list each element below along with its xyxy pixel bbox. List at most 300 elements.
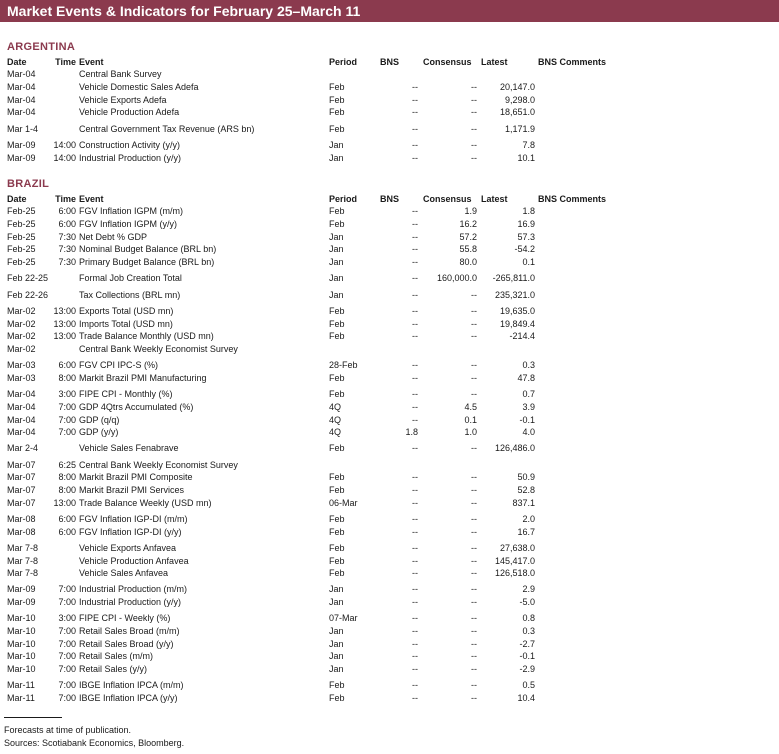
cell-consensus: -- (471, 664, 477, 674)
cell-period: Jan (329, 584, 344, 594)
cell-period: 4Q (329, 402, 342, 412)
cell-period: Jan (329, 597, 344, 607)
table-row (0, 426, 779, 438)
cell-period: Feb (329, 95, 345, 105)
cell-consensus: -- (471, 626, 477, 636)
table-row (0, 359, 779, 371)
column-header-time: Time (55, 194, 76, 204)
cell-latest: 47.8 (517, 373, 535, 383)
cell-date: Feb-25 (7, 232, 36, 242)
cell-latest: 19,849.4 (499, 319, 535, 329)
cell-period: Feb (329, 82, 345, 92)
column-header-period: Period (329, 194, 358, 204)
cell-latest: 1.8 (522, 206, 535, 216)
cell-event: Central Government Tax Revenue (ARS bn) (79, 124, 255, 134)
cell-consensus: -- (471, 680, 477, 690)
cell-event: FGV Inflation IGP-DI (m/m) (79, 514, 188, 524)
cell-time: 6:00 (58, 527, 76, 537)
cell-event: Vehicle Sales Anfavea (79, 568, 169, 578)
cell-period: 4Q (329, 427, 342, 437)
table-row (0, 484, 779, 496)
cell-date: Feb-25 (7, 257, 36, 267)
column-header-date: Date (7, 57, 27, 67)
cell-event: Industrial Production (y/y) (79, 153, 182, 163)
cell-time: 3:00 (58, 389, 76, 399)
cell-period: Jan (329, 257, 344, 267)
cell-event: Central Bank Weekly Economist Survey (79, 460, 238, 470)
cell-date: Mar-04 (7, 69, 36, 79)
cell-consensus: 57.2 (459, 232, 477, 242)
cell-time: 14:00 (53, 140, 76, 150)
cell-event: Nominal Budget Balance (BRL bn) (79, 244, 217, 254)
cell-latest: 126,518.0 (494, 568, 535, 578)
cell-event: Markit Brazil PMI Services (79, 485, 185, 495)
column-header-time: Time (55, 57, 76, 67)
cell-date: Feb-25 (7, 244, 36, 254)
cell-period: Jan (329, 232, 344, 242)
cell-latest: -0.1 (519, 651, 535, 661)
cell-event: Imports Total (USD mn) (79, 319, 173, 329)
cell-time: 7:00 (58, 664, 76, 674)
cell-latest: 0.8 (522, 613, 535, 623)
cell-event: Vehicle Sales Fenabrave (79, 443, 179, 453)
cell-date: Feb-25 (7, 219, 36, 229)
table-row (0, 679, 779, 691)
table-row (0, 256, 779, 268)
table-row (0, 650, 779, 662)
cell-period: Jan (329, 290, 344, 300)
cell-period: Feb (329, 472, 345, 482)
cell-latest: -265,811.0 (492, 273, 535, 283)
cell-latest: 0.1 (522, 257, 535, 267)
table-row (0, 243, 779, 255)
table-row (0, 68, 779, 80)
table-row (0, 289, 779, 301)
cell-date: Mar-11 (7, 693, 35, 703)
cell-latest: 126,486.0 (494, 443, 535, 453)
cell-bns: -- (412, 680, 418, 690)
cell-event: Central Bank Weekly Economist Survey (79, 344, 238, 354)
cell-time: 7:00 (58, 626, 76, 636)
cell-latest: 145,417.0 (494, 556, 535, 566)
cell-event: Primary Budget Balance (BRL bn) (79, 257, 215, 267)
table-row (0, 596, 779, 608)
cell-latest: 837.1 (512, 498, 535, 508)
cell-consensus: -- (471, 651, 477, 661)
table-row (0, 414, 779, 426)
cell-consensus: -- (471, 597, 477, 607)
cell-date: Mar 7-8 (7, 543, 39, 553)
section-heading: BRAZIL (7, 178, 50, 190)
cell-bns: -- (412, 402, 418, 412)
cell-event: Industrial Production (y/y) (79, 597, 182, 607)
cell-time: 7:00 (58, 427, 76, 437)
cell-time: 6:00 (58, 514, 76, 524)
cell-period: Feb (329, 693, 345, 703)
table-row (0, 401, 779, 413)
cell-time: 7:30 (58, 232, 76, 242)
cell-bns: -- (412, 257, 418, 267)
cell-latest: 57.3 (517, 232, 535, 242)
table-row (0, 442, 779, 454)
table-row (0, 123, 779, 135)
table-row (0, 555, 779, 567)
cell-latest: 0.3 (522, 360, 535, 370)
cell-consensus: -- (471, 290, 477, 300)
cell-date: Mar-10 (7, 626, 36, 636)
cell-event: Construction Activity (y/y) (79, 140, 181, 150)
cell-event: FGV Inflation IGP-DI (y/y) (79, 527, 182, 537)
cell-bns: -- (412, 244, 418, 254)
column-header-latest: Latest (481, 57, 508, 67)
cell-time: 8:00 (58, 485, 76, 495)
table-row (0, 218, 779, 230)
cell-latest: 52.8 (517, 485, 535, 495)
cell-latest: 1,171.9 (504, 124, 535, 134)
cell-consensus: -- (471, 82, 477, 92)
table-row (0, 330, 779, 342)
cell-period: Feb (329, 556, 345, 566)
table-row (0, 343, 779, 355)
cell-consensus: 80.0 (459, 257, 477, 267)
cell-event: Trade Balance Weekly (USD mn) (79, 498, 212, 508)
cell-date: Mar-04 (7, 402, 36, 412)
cell-bns: -- (412, 124, 418, 134)
column-header-consensus: Consensus (423, 57, 472, 67)
cell-date: Feb 22-25 (7, 273, 49, 283)
cell-consensus: -- (471, 613, 477, 623)
cell-bns: -- (412, 206, 418, 216)
cell-time: 6:00 (58, 219, 76, 229)
cell-latest: 20,147.0 (499, 82, 535, 92)
cell-bns: -- (412, 543, 418, 553)
cell-date: Mar-10 (7, 613, 36, 623)
cell-bns: -- (412, 556, 418, 566)
cell-consensus: -- (471, 443, 477, 453)
section-heading: ARGENTINA (7, 41, 76, 53)
cell-consensus: -- (471, 568, 477, 578)
cell-consensus: -- (471, 389, 477, 399)
cell-date: Mar-02 (7, 331, 36, 341)
cell-latest: -214.4 (509, 331, 535, 341)
cell-latest: 10.1 (517, 153, 535, 163)
cell-date: Mar-07 (7, 485, 36, 495)
cell-period: Feb (329, 527, 345, 537)
cell-bns: -- (412, 626, 418, 636)
cell-consensus: -- (471, 527, 477, 537)
cell-consensus: -- (471, 639, 477, 649)
cell-period: Jan (329, 651, 344, 661)
cell-event: Retail Sales (y/y) (79, 664, 148, 674)
footnote-divider (4, 717, 62, 718)
cell-bns: -- (412, 232, 418, 242)
cell-consensus: -- (471, 319, 477, 329)
cell-latest: 16.9 (517, 219, 535, 229)
cell-period: Feb (329, 319, 345, 329)
cell-period: Jan (329, 244, 344, 254)
table-row (0, 94, 779, 106)
cell-date: Mar 2-4 (7, 443, 39, 453)
cell-consensus: -- (471, 124, 477, 134)
cell-period: Feb (329, 124, 345, 134)
cell-event: Central Bank Survey (79, 69, 162, 79)
cell-period: Jan (329, 140, 344, 150)
cell-consensus: -- (471, 514, 477, 524)
cell-consensus: 4.5 (464, 402, 477, 412)
cell-event: Tax Collections (BRL mn) (79, 290, 181, 300)
table-row (0, 612, 779, 624)
cell-consensus: 55.8 (459, 244, 477, 254)
cell-bns: -- (412, 273, 418, 283)
cell-time: 3:00 (58, 613, 76, 623)
table-row (0, 471, 779, 483)
cell-event: FIPE CPI - Monthly (%) (79, 389, 173, 399)
cell-date: Mar-07 (7, 498, 36, 508)
cell-period: 28-Feb (329, 360, 358, 370)
column-header-comments: BNS Comments (538, 57, 607, 67)
cell-latest: 9,298.0 (504, 95, 535, 105)
cell-period: Feb (329, 514, 345, 524)
cell-period: Jan (329, 664, 344, 674)
cell-date: Mar-08 (7, 514, 36, 524)
cell-bns: -- (412, 514, 418, 524)
cell-bns: -- (412, 472, 418, 482)
cell-latest: 0.3 (522, 626, 535, 636)
cell-time: 14:00 (53, 153, 76, 163)
cell-time: 7:00 (58, 415, 76, 425)
cell-date: Mar-10 (7, 651, 36, 661)
cell-time: 13:00 (53, 331, 76, 341)
table-row (0, 583, 779, 595)
cell-consensus: -- (471, 543, 477, 553)
table-row (0, 625, 779, 637)
cell-consensus: -- (471, 485, 477, 495)
cell-event: Vehicle Production Adefa (79, 107, 180, 117)
cell-bns: -- (412, 107, 418, 117)
table-row (0, 692, 779, 704)
cell-date: Mar 1-4 (7, 124, 39, 134)
cell-consensus: 1.0 (464, 427, 477, 437)
table-row (0, 231, 779, 243)
cell-date: Mar-04 (7, 95, 36, 105)
table-row (0, 106, 779, 118)
cell-bns: -- (412, 693, 418, 703)
cell-time: 7:00 (58, 693, 76, 703)
cell-bns: -- (412, 306, 418, 316)
cell-latest: 18,651.0 (499, 107, 535, 117)
cell-bns: -- (412, 331, 418, 341)
table-header-row (0, 56, 779, 68)
cell-period: Jan (329, 273, 344, 283)
cell-period: Feb (329, 443, 345, 453)
cell-event: Vehicle Domestic Sales Adefa (79, 82, 199, 92)
table-row (0, 81, 779, 93)
cell-event: Industrial Production (m/m) (79, 584, 188, 594)
cell-date: Mar-02 (7, 344, 36, 354)
cell-date: Mar-02 (7, 319, 36, 329)
cell-time: 8:00 (58, 373, 76, 383)
column-header-bns: BNS (380, 57, 400, 67)
cell-period: Feb (329, 306, 345, 316)
cell-latest: 10.4 (517, 693, 535, 703)
cell-period: Feb (329, 219, 345, 229)
cell-time: 7:00 (58, 584, 76, 594)
footnote-sources: Sources: Scotiabank Economics, Bloomberg. (4, 738, 185, 748)
cell-date: Mar 7-8 (7, 568, 39, 578)
table-row (0, 205, 779, 217)
column-header-date: Date (7, 194, 27, 204)
cell-period: 06-Mar (329, 498, 358, 508)
cell-bns: 1.8 (405, 427, 418, 437)
cell-date: Mar-04 (7, 427, 36, 437)
cell-latest: -54.2 (514, 244, 535, 254)
cell-latest: -5.0 (519, 597, 535, 607)
cell-bns: -- (412, 360, 418, 370)
cell-event: FIPE CPI - Weekly (%) (79, 613, 171, 623)
table-row (0, 542, 779, 554)
cell-period: Feb (329, 568, 345, 578)
table-row (0, 459, 779, 471)
cell-event: IBGE Inflation IPCA (y/y) (79, 693, 178, 703)
cell-consensus: -- (471, 107, 477, 117)
cell-bns: -- (412, 651, 418, 661)
cell-period: Feb (329, 331, 345, 341)
cell-event: Markit Brazil PMI Composite (79, 472, 193, 482)
cell-bns: -- (412, 140, 418, 150)
cell-date: Mar-04 (7, 415, 36, 425)
cell-bns: -- (412, 319, 418, 329)
cell-consensus: -- (471, 472, 477, 482)
cell-date: Mar-02 (7, 306, 36, 316)
cell-consensus: -- (471, 693, 477, 703)
cell-consensus: 16.2 (459, 219, 477, 229)
cell-time: 8:00 (58, 472, 76, 482)
cell-date: Mar-08 (7, 527, 36, 537)
cell-latest: 0.5 (522, 680, 535, 690)
column-header-event: Event (79, 194, 104, 204)
title-bar (0, 0, 779, 22)
cell-date: Mar-09 (7, 140, 36, 150)
cell-event: Exports Total (USD mn) (79, 306, 174, 316)
cell-period: Feb (329, 373, 345, 383)
cell-latest: 2.9 (522, 584, 535, 594)
cell-bns: -- (412, 527, 418, 537)
cell-period: Feb (329, 389, 345, 399)
table-row (0, 152, 779, 164)
cell-consensus: -- (471, 498, 477, 508)
cell-event: GDP 4Qtrs Accumulated (%) (79, 402, 194, 412)
cell-event: Retail Sales (m/m) (79, 651, 154, 661)
column-header-latest: Latest (481, 194, 508, 204)
cell-bns: -- (412, 389, 418, 399)
table-row (0, 663, 779, 675)
cell-latest: 19,635.0 (499, 306, 535, 316)
cell-date: Mar-09 (7, 597, 36, 607)
page-title: Market Events & Indicators for February 25–March 11 (7, 3, 361, 19)
cell-bns: -- (412, 639, 418, 649)
cell-date: Mar-10 (7, 664, 36, 674)
cell-latest: -2.9 (519, 664, 535, 674)
cell-bns: -- (412, 95, 418, 105)
cell-bns: -- (412, 153, 418, 163)
column-header-comments: BNS Comments (538, 194, 607, 204)
cell-latest: 50.9 (517, 472, 535, 482)
cell-time: 13:00 (53, 498, 76, 508)
cell-consensus: 1.9 (464, 206, 477, 216)
cell-event: GDP (y/y) (79, 427, 119, 437)
table-row (0, 305, 779, 317)
cell-event: Retail Sales Broad (y/y) (79, 639, 174, 649)
cell-date: Mar-03 (7, 373, 36, 383)
cell-latest: 0.7 (522, 389, 535, 399)
column-header-event: Event (79, 57, 104, 67)
cell-consensus: -- (471, 373, 477, 383)
cell-time: 13:00 (53, 319, 76, 329)
cell-period: Jan (329, 626, 344, 636)
cell-bns: -- (412, 443, 418, 453)
table-row (0, 513, 779, 525)
cell-consensus: 0.1 (464, 415, 477, 425)
cell-latest: -0.1 (519, 415, 535, 425)
cell-time: 7:00 (58, 651, 76, 661)
cell-time: 7:00 (58, 597, 76, 607)
cell-time: 7:30 (58, 257, 76, 267)
table-header-row (0, 193, 779, 205)
cell-event: Vehicle Exports Anfavea (79, 543, 177, 553)
cell-time: 6:00 (58, 360, 76, 370)
cell-consensus: -- (471, 584, 477, 594)
cell-period: 4Q (329, 415, 342, 425)
cell-consensus: -- (471, 140, 477, 150)
cell-time: 6:00 (58, 206, 76, 216)
cell-bns: -- (412, 290, 418, 300)
cell-period: Jan (329, 639, 344, 649)
table-row (0, 497, 779, 509)
cell-time: 7:30 (58, 244, 76, 254)
cell-event: FGV CPI IPC-S (%) (79, 360, 159, 370)
cell-bns: -- (412, 597, 418, 607)
cell-date: Feb 22-26 (7, 290, 49, 300)
cell-time: 7:00 (58, 402, 76, 412)
cell-time: 13:00 (53, 306, 76, 316)
cell-date: Mar-10 (7, 639, 36, 649)
cell-latest: 3.9 (522, 402, 535, 412)
cell-date: Mar-11 (7, 680, 35, 690)
cell-event: Markit Brazil PMI Manufacturing (79, 373, 207, 383)
cell-date: Mar-04 (7, 82, 36, 92)
cell-date: Mar-04 (7, 389, 36, 399)
cell-bns: -- (412, 373, 418, 383)
cell-consensus: -- (471, 360, 477, 370)
cell-date: Mar-04 (7, 107, 36, 117)
cell-event: GDP (q/q) (79, 415, 120, 425)
cell-time: 6:25 (58, 460, 76, 470)
cell-consensus: 160,000.0 (436, 273, 477, 283)
cell-latest: 235,321.0 (494, 290, 535, 300)
column-header-consensus: Consensus (423, 194, 472, 204)
cell-bns: -- (412, 415, 418, 425)
table-row (0, 388, 779, 400)
cell-time: 7:00 (58, 680, 76, 690)
table-row (0, 567, 779, 579)
cell-event: Vehicle Production Anfavea (79, 556, 189, 566)
cell-date: Mar-07 (7, 472, 36, 482)
table-row (0, 638, 779, 650)
cell-consensus: -- (471, 153, 477, 163)
cell-latest: 27,638.0 (499, 543, 535, 553)
cell-period: Feb (329, 107, 345, 117)
cell-event: Vehicle Exports Adefa (79, 95, 167, 105)
